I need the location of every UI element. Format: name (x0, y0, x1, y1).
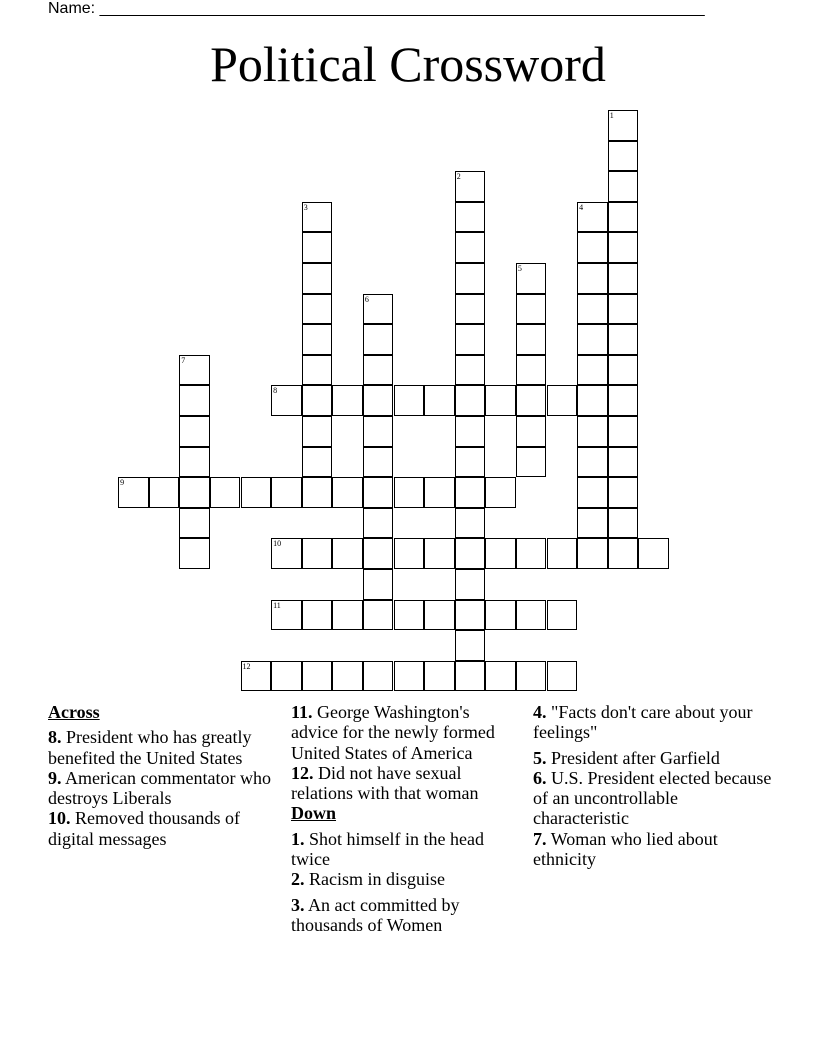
name-label: Name: (48, 0, 96, 17)
crossword-cell[interactable] (455, 661, 486, 692)
clue-down-4 (533, 702, 773, 743)
clue-number: 11. (291, 702, 313, 722)
crossword-cell[interactable] (332, 385, 363, 416)
crossword-cell[interactable] (149, 477, 180, 508)
crossword-cell[interactable] (363, 385, 394, 416)
crossword-cell[interactable] (547, 538, 578, 569)
crossword-cell[interactable] (210, 477, 241, 508)
crossword-cell[interactable] (455, 171, 486, 202)
crossword-cell[interactable] (608, 324, 639, 355)
clue-number: 3. (291, 894, 305, 915)
clue-text: Woman who lied about ethnicity (533, 828, 718, 870)
crossword-cell[interactable] (516, 263, 547, 294)
crossword-cell[interactable] (332, 538, 363, 569)
crossword-cell[interactable] (302, 294, 333, 325)
clue-text: Removed thousands of digital messages (48, 808, 240, 849)
cell-number: 9 (120, 478, 125, 488)
clue-number: 12. (291, 762, 314, 783)
clue-text: George Washington's advice for the newly formed United States of America (291, 702, 495, 763)
crossword-cell[interactable] (179, 508, 210, 539)
crossword-cell[interactable] (332, 477, 363, 508)
clue-text: Shot himself in the head twice (291, 828, 484, 870)
crossword-cell[interactable] (608, 263, 639, 294)
crossword-cell[interactable] (302, 416, 333, 447)
clues-column-1 (48, 702, 284, 849)
crossword-cell[interactable] (608, 232, 639, 263)
crossword-cell[interactable] (577, 263, 608, 294)
crossword-cell[interactable] (547, 385, 578, 416)
crossword-cell[interactable] (547, 661, 578, 692)
crossword-cell[interactable] (485, 661, 516, 692)
crossword-cell[interactable] (241, 477, 272, 508)
crossword-cell[interactable] (363, 508, 394, 539)
crossword-cell[interactable] (302, 232, 333, 263)
crossword-cell[interactable] (577, 202, 608, 233)
crossword-cell[interactable] (547, 600, 578, 631)
crossword-cell[interactable] (424, 600, 455, 631)
crossword-cell[interactable] (485, 538, 516, 569)
crossword-cell[interactable] (455, 447, 486, 478)
crossword-cell[interactable] (485, 600, 516, 631)
clue-text: President after Garfield (551, 747, 720, 768)
crossword-cell[interactable] (577, 508, 608, 539)
crossword-cell[interactable] (424, 661, 455, 692)
crossword-cell[interactable] (363, 477, 394, 508)
crossword-cell[interactable] (241, 661, 272, 692)
crossword-cell[interactable] (577, 294, 608, 325)
cell-number: 1 (609, 111, 614, 120)
crossword-cell[interactable] (455, 477, 486, 508)
crossword-cell[interactable] (394, 538, 425, 569)
crossword-cell[interactable] (608, 508, 639, 539)
cell-number: 5 (517, 264, 522, 273)
clue-down-6 (533, 768, 773, 829)
crossword-cell[interactable] (608, 538, 639, 569)
clue-number: 9. (48, 767, 62, 788)
crossword-cell[interactable] (302, 538, 333, 569)
crossword-cell[interactable] (577, 385, 608, 416)
crossword-cell[interactable] (363, 324, 394, 355)
crossword-cell[interactable] (302, 385, 333, 416)
crossword-cell[interactable] (485, 385, 516, 416)
crossword-cell[interactable] (271, 477, 302, 508)
crossword-cell[interactable] (118, 477, 149, 508)
crossword-cell[interactable] (608, 171, 639, 202)
crossword-cell[interactable] (516, 324, 547, 355)
crossword-cell[interactable] (302, 355, 333, 386)
crossword-cell[interactable] (302, 477, 333, 508)
crossword-cell[interactable] (577, 355, 608, 386)
crossword-cell[interactable] (302, 202, 333, 233)
crossword-cell[interactable] (577, 324, 608, 355)
crossword-cell[interactable] (516, 538, 547, 569)
crossword-cell[interactable] (179, 447, 210, 478)
crossword-cell[interactable] (455, 202, 486, 233)
crossword-cell[interactable] (394, 385, 425, 416)
crossword-cell[interactable] (455, 569, 486, 600)
clue-text: "Facts don't care about your feelings" (533, 702, 753, 743)
clue-down-5 (533, 748, 773, 768)
cell-number: 10 (273, 539, 282, 549)
clue-down-1 (291, 829, 521, 870)
crossword-cell[interactable] (271, 385, 302, 416)
clue-text: American commentator who destroys Liberals (48, 767, 271, 809)
crossword-cell[interactable] (608, 477, 639, 508)
crossword-cell[interactable] (577, 447, 608, 478)
crossword-cell[interactable] (302, 447, 333, 478)
crossword-cell[interactable] (363, 294, 394, 325)
crossword-cell[interactable] (608, 202, 639, 233)
clue-down-2 (291, 869, 521, 889)
crossword-cell[interactable] (363, 538, 394, 569)
crossword-cell[interactable] (516, 416, 547, 447)
clue-across-12 (291, 763, 521, 804)
crossword-cell[interactable] (638, 538, 669, 569)
clue-number: 7. (533, 828, 547, 849)
clue-across-11 (291, 702, 521, 763)
crossword-cell[interactable] (179, 385, 210, 416)
crossword-cell[interactable] (608, 355, 639, 386)
crossword-cell[interactable] (608, 110, 639, 141)
crossword-cell[interactable] (363, 355, 394, 386)
crossword-cell[interactable] (455, 263, 486, 294)
crossword-cell[interactable] (424, 477, 455, 508)
crossword-cell[interactable] (455, 232, 486, 263)
crossword-cell[interactable] (332, 600, 363, 631)
clue-number: 5. (533, 747, 547, 768)
crossword-cell[interactable] (608, 294, 639, 325)
crossword-cell[interactable] (271, 600, 302, 631)
cell-number: 8 (273, 386, 278, 396)
crossword-cell[interactable] (179, 538, 210, 569)
clue-text: Did not have sexual relations with that woman (291, 762, 479, 804)
crossword-cell[interactable] (516, 661, 547, 692)
clue-number: 4. (533, 702, 547, 722)
clue-text: An act committed by thousands of Women (291, 894, 460, 935)
crossword-cell[interactable] (424, 385, 455, 416)
clue-across-10 (48, 808, 284, 849)
crossword-cell[interactable] (302, 600, 333, 631)
crossword-cell[interactable] (455, 416, 486, 447)
crossword-cell[interactable] (394, 661, 425, 692)
crossword-cell[interactable] (455, 294, 486, 325)
crossword-cell[interactable] (516, 600, 547, 631)
crossword-cell[interactable] (394, 477, 425, 508)
crossword-cell[interactable] (516, 294, 547, 325)
cell-number: 7 (181, 355, 186, 365)
crossword-cell[interactable] (394, 600, 425, 631)
crossword-cell[interactable] (179, 355, 210, 386)
crossword-cell[interactable] (332, 661, 363, 692)
crossword-cell[interactable] (363, 447, 394, 478)
clue-down-7 (533, 829, 773, 870)
crossword-cell[interactable] (302, 263, 333, 294)
crossword-cell[interactable] (271, 538, 302, 569)
crossword-cell[interactable] (302, 324, 333, 355)
crossword-cell[interactable] (455, 508, 486, 539)
cell-number: 11 (273, 600, 281, 610)
crossword-cell[interactable] (455, 385, 486, 416)
crossword-cell[interactable] (577, 232, 608, 263)
crossword-cell[interactable] (302, 661, 333, 692)
crossword-cell[interactable] (577, 538, 608, 569)
crossword-cell[interactable] (608, 447, 639, 478)
crossword-cell[interactable] (608, 141, 639, 172)
clue-text: U.S. President elected because of an uncontrollable characteristic (533, 767, 772, 829)
crossword-cell[interactable] (363, 661, 394, 692)
clue-number: 1. (291, 828, 305, 849)
crossword-cell[interactable] (455, 600, 486, 631)
cell-number: 2 (456, 172, 461, 182)
crossword-cell[interactable] (608, 385, 639, 416)
crossword-cell[interactable] (271, 661, 302, 692)
crossword-cell[interactable] (363, 569, 394, 600)
crossword-cell[interactable] (608, 416, 639, 447)
clues-column-2 (291, 702, 521, 935)
crossword-cell[interactable] (455, 355, 486, 386)
crossword-cell[interactable] (363, 416, 394, 447)
crossword-cell[interactable] (179, 416, 210, 447)
crossword-cell[interactable] (516, 447, 547, 478)
crossword-cell[interactable] (455, 538, 486, 569)
clue-number: 2. (291, 869, 305, 890)
cell-number: 4 (579, 202, 584, 212)
clues-column-3 (533, 702, 773, 869)
crossword-cell[interactable] (577, 416, 608, 447)
clue-across-9 (48, 768, 284, 809)
crossword-cell[interactable] (577, 477, 608, 508)
clue-down-3 (291, 895, 521, 936)
crossword-cell[interactable] (424, 538, 455, 569)
crossword-cell[interactable] (455, 630, 486, 661)
crossword-cell[interactable] (363, 600, 394, 631)
clue-across-8 (48, 727, 284, 768)
crossword-cell[interactable] (516, 385, 547, 416)
cell-number: 3 (303, 202, 308, 212)
clue-number: 6. (533, 767, 547, 788)
page-title: Political Crossword (210, 36, 606, 92)
crossword-cell[interactable] (455, 324, 486, 355)
crossword-cell[interactable] (516, 355, 547, 386)
clue-text: Racism in disguise (309, 869, 445, 890)
down-heading: Down (291, 803, 337, 824)
cell-number: 6 (364, 294, 369, 304)
clue-text: President who has greatly benefited the United States (48, 727, 252, 768)
clue-number: 10. (48, 808, 71, 829)
name-blank-line: ____________________________________________________________________ (99, 0, 705, 17)
crossword-cell[interactable] (179, 477, 210, 508)
cell-number: 12 (242, 661, 251, 671)
across-heading: Across (48, 702, 100, 722)
clue-number: 8. (48, 727, 62, 748)
crossword-cell[interactable] (485, 477, 516, 508)
